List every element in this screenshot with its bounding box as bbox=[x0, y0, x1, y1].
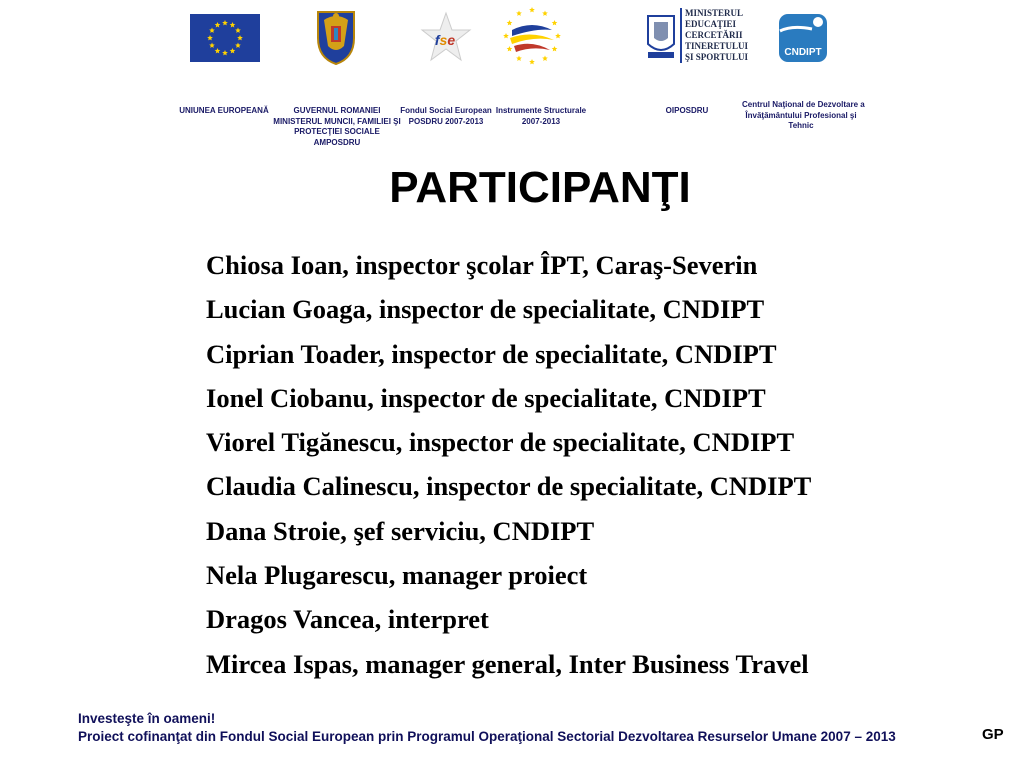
caption-structural-instruments bbox=[494, 106, 588, 127]
page-title: PARTICIPANŢI bbox=[389, 163, 691, 212]
participant-item: Claudia Calinescu, inspector de specialitate, CNDIPT bbox=[206, 471, 812, 502]
footer bbox=[78, 710, 896, 746]
fse-logo-icon bbox=[418, 10, 474, 66]
caption-cndipt bbox=[742, 100, 865, 132]
ministry-name-line: TINERETULUI bbox=[685, 41, 749, 51]
star-icon bbox=[516, 10, 522, 15]
participant-item: Lucian Goaga, inspector de specialitate, CNDIPT bbox=[206, 294, 765, 325]
romania-coat-of-arms-icon bbox=[314, 8, 358, 66]
cndipt-logo-text: CNDIPT bbox=[784, 47, 822, 58]
caption-line: PROTECŢIEI SOCIALE bbox=[294, 127, 380, 136]
star-icon bbox=[552, 46, 558, 51]
participant-item: Viorel Tigănescu, inspector de specialitate, CNDIPT bbox=[206, 427, 795, 458]
caption-line: Învăţământului Profesional şi bbox=[745, 110, 857, 120]
ministry-name-line: EDUCAŢIEI bbox=[685, 19, 737, 29]
footer-badge: GP bbox=[982, 726, 1004, 743]
participant-item: Ciprian Toader, inspector de specialitate, CNDIPT bbox=[206, 338, 777, 369]
caption-line: UNIUNEA EUROPEANĂ bbox=[179, 106, 269, 115]
svg-text:fse: fse bbox=[434, 32, 456, 48]
caption-line: Tehnic bbox=[788, 121, 814, 130]
caption-line: 2007-2013 bbox=[521, 116, 561, 126]
participants-list bbox=[206, 243, 811, 686]
star-icon bbox=[507, 20, 513, 25]
participant-item: Dragos Vancea, interpret bbox=[206, 604, 489, 635]
star-icon bbox=[555, 33, 561, 38]
caption-line: Centrul Naţional de Dezvoltare a bbox=[742, 100, 865, 109]
star-icon bbox=[516, 56, 522, 61]
structural-instruments-logo-icon bbox=[500, 6, 564, 66]
footer-slogan: Investeşte în oameni! bbox=[78, 711, 216, 726]
caption-fse bbox=[398, 106, 494, 127]
ministry-name-line: CERCETĂRII bbox=[685, 30, 743, 40]
caption-line: Instrumente Structurale bbox=[495, 106, 587, 115]
caption-government bbox=[271, 106, 403, 148]
participant-item: Chiosa Ioan, inspector şcolar ÎPT, Caraş-Severin bbox=[206, 250, 758, 280]
caption-line: GUVERNUL ROMANIEI bbox=[293, 106, 381, 115]
footer-project-note: Proiect cofinanţat din Fondul Social European prin Programul Operaţional Sectorial Dezvoltarea Resurselor Umane 2007 – 2013 bbox=[78, 729, 896, 744]
caption-oiposdru bbox=[645, 106, 729, 117]
cndipt-logo-icon bbox=[778, 13, 828, 63]
star-icon bbox=[542, 56, 548, 61]
star-icon bbox=[529, 59, 535, 64]
eu-flag-icon bbox=[190, 14, 260, 62]
star-icon bbox=[507, 46, 513, 51]
star-icon bbox=[542, 10, 548, 15]
star-icon bbox=[503, 33, 509, 38]
ministry-crest-icon bbox=[644, 8, 678, 62]
participant-item: Nela Plugarescu, manager proiect bbox=[206, 560, 588, 591]
participant-item: Ionel Ciobanu, inspector de specialitate, CNDIPT bbox=[206, 382, 766, 413]
star-icon bbox=[552, 20, 558, 25]
caption-eu bbox=[168, 106, 280, 117]
ministry-name-line: ŞI SPORTULUI bbox=[685, 52, 748, 62]
star-icon bbox=[529, 7, 535, 12]
caption-line: AMPOSDRU bbox=[313, 137, 361, 147]
caption-line: Fondul Social European bbox=[400, 106, 492, 115]
participant-item: Dana Stroie, şef serviciu, CNDIPT bbox=[206, 515, 595, 546]
ministry-name-line: MINISTERUL bbox=[685, 8, 744, 18]
participant-item: Mircea Ispas, manager general, Inter Business Travel bbox=[206, 648, 809, 679]
caption-line: OIPOSDRU bbox=[665, 106, 709, 115]
ministry-name-block bbox=[680, 8, 748, 63]
caption-line: MINISTERUL MUNCII, FAMILIEI ŞI bbox=[273, 116, 401, 126]
caption-line: POSDRU 2007-2013 bbox=[408, 116, 484, 126]
